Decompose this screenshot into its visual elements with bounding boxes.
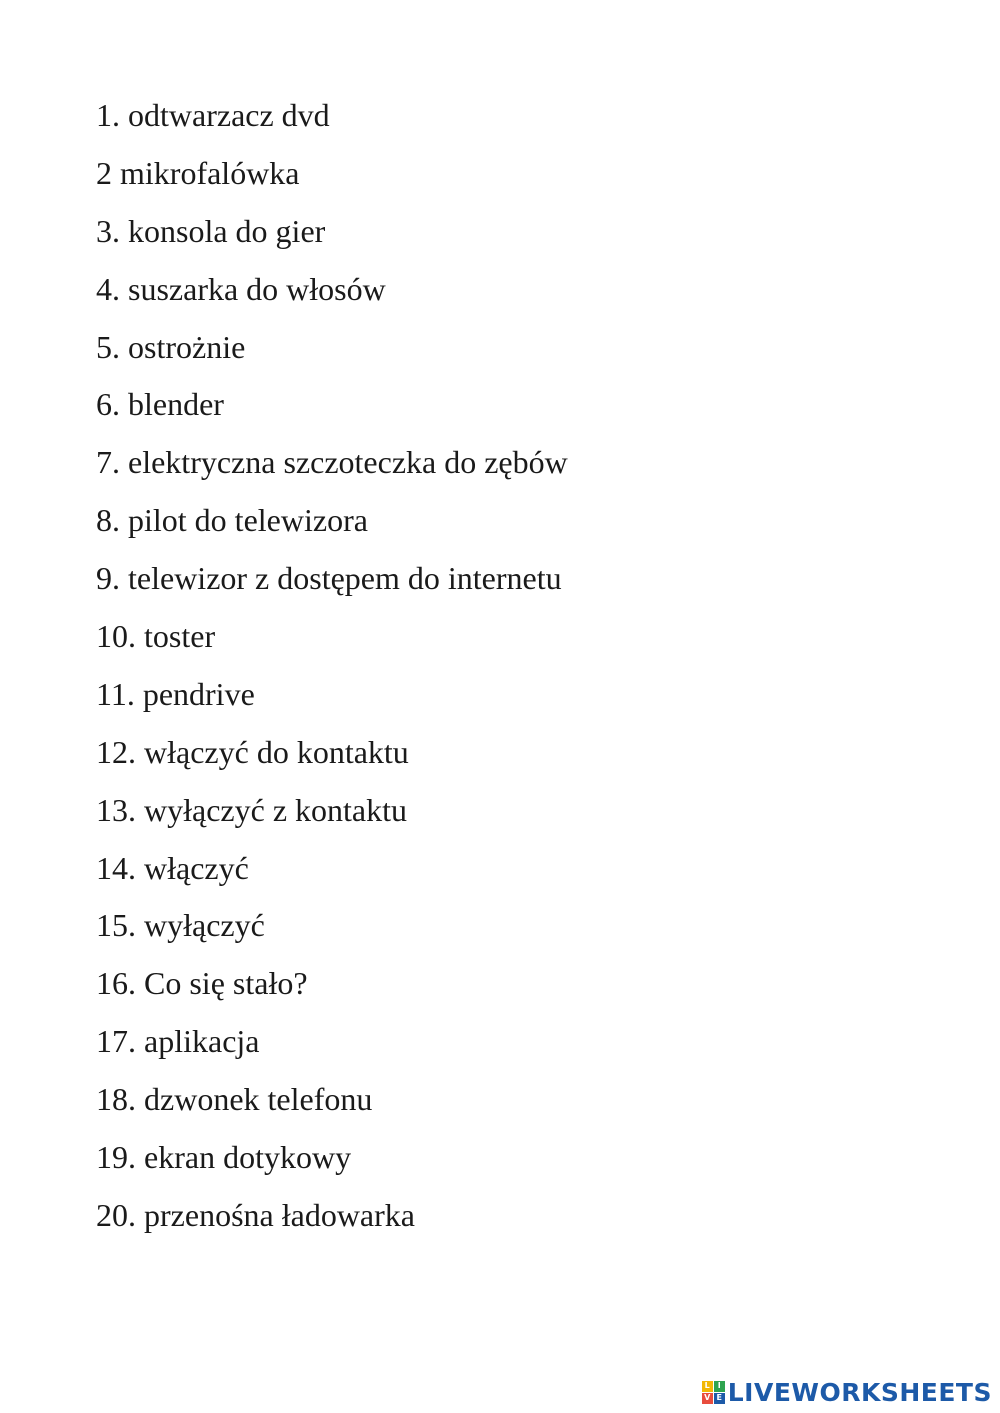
list-item: 12. włączyć do kontaktu — [96, 733, 409, 770]
list-item: 6. blender — [96, 386, 224, 423]
list-item: 10. toster — [96, 618, 216, 655]
liveworksheets-watermark — [702, 1379, 992, 1405]
liveworksheets-logo-icon — [702, 1381, 725, 1404]
list-item: 11. pendrive — [96, 675, 255, 712]
vocabulary-list — [96, 93, 568, 1251]
list-item: 20. przenośna ładowarka — [96, 1196, 415, 1233]
logo-letter-i: I — [714, 1381, 725, 1392]
list-item: 8. pilot do telewizora — [96, 502, 368, 539]
list-item: 4. suszarka do włosów — [96, 270, 386, 307]
list-item: 1. odtwarzacz dvd — [96, 97, 330, 133]
logo-letter-e: E — [714, 1393, 725, 1404]
list-item: 2 mikrofalówka — [96, 154, 300, 191]
list-item: 9. telewizor z dostępem do internetu — [96, 560, 562, 597]
list-item: 17. aplikacja — [96, 1023, 260, 1060]
list-item: 19. ekran dotykowy — [96, 1139, 352, 1176]
list-item: 16. Co się stało? — [96, 965, 308, 1002]
list-item: 7. elektryczna szczoteczka do zębów — [96, 444, 568, 481]
liveworksheets-wordmark: LIVEWORKSHEETS — [727, 1377, 992, 1407]
list-item: 5. ostrożnie — [96, 328, 246, 365]
list-item: 3. konsola do gier — [96, 212, 326, 249]
list-item: 14. włączyć — [96, 849, 249, 886]
logo-letter-l: L — [702, 1381, 713, 1392]
logo-letter-v: V — [702, 1393, 713, 1404]
list-item: 18. dzwonek telefonu — [96, 1081, 373, 1118]
list-item: 13. wyłączyć z kontaktu — [96, 791, 407, 828]
list-item: 15. wyłączyć — [96, 907, 265, 944]
